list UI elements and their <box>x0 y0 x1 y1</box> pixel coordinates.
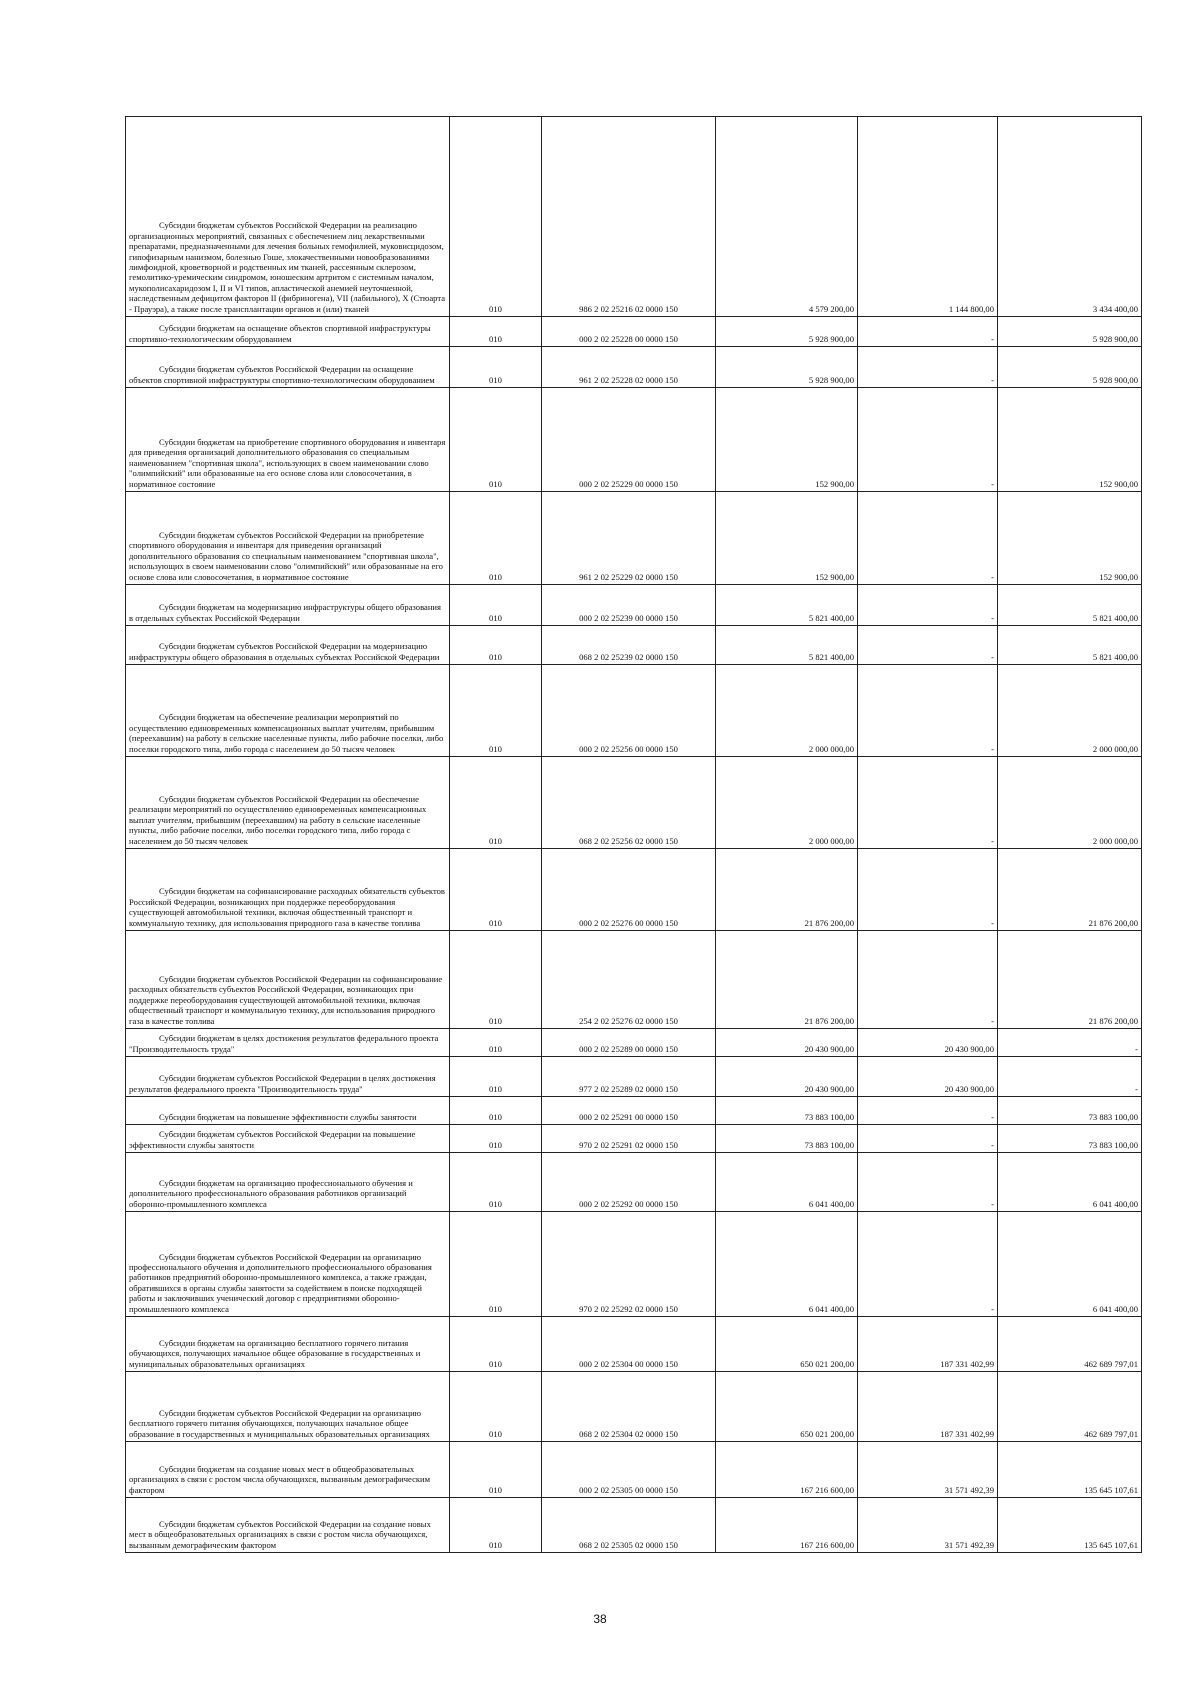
budget-classification-code-cell: 000 2 02 25276 00 0000 150 <box>542 849 716 931</box>
line-code-cell: 010 <box>450 1317 542 1372</box>
table-row <box>126 492 1142 585</box>
line-code-cell: 010 <box>450 931 542 1029</box>
executed-amount-cell: - <box>858 849 998 931</box>
income-name-cell: Субсидии бюджетам субъектов Российской Федерации на повышение эффективности службы занятости <box>126 1125 450 1153</box>
executed-amount-cell: 187 331 402,99 <box>858 1317 998 1372</box>
line-code-cell: 010 <box>450 849 542 931</box>
budget-classification-code-cell: 000 2 02 25291 00 0000 150 <box>542 1097 716 1125</box>
budget-classification-code-cell: 000 2 02 25256 00 0000 150 <box>542 665 716 757</box>
income-name-cell: Субсидии бюджетам на создание новых мест в общеобразовательных организациях в связи с ростом числа обучающихся, вызванным демографическим фактором <box>126 1442 450 1498</box>
approved-amount-cell: 6 041 400,00 <box>716 1212 858 1317</box>
income-name-cell: Субсидии бюджетам на модернизацию инфраструктуры общего образования в отдельных субъектах Российской Федерации <box>126 585 450 626</box>
table-row <box>126 1153 1142 1212</box>
income-name-cell: Субсидии бюджетам на оснащение объектов спортивной инфраструктуры спортивно-технологическим оборудованием <box>126 317 450 347</box>
table-row <box>126 1029 1142 1057</box>
line-code-cell: 010 <box>450 1212 542 1317</box>
approved-amount-cell: 5 821 400,00 <box>716 626 858 665</box>
unexecuted-amount-cell: 5 928 900,00 <box>998 317 1142 347</box>
approved-amount-cell: 20 430 900,00 <box>716 1057 858 1097</box>
budget-classification-code-cell: 000 2 02 25304 00 0000 150 <box>542 1317 716 1372</box>
approved-amount-cell: 650 021 200,00 <box>716 1317 858 1372</box>
table-row <box>126 665 1142 757</box>
table-row <box>126 626 1142 665</box>
approved-amount-cell: 152 900,00 <box>716 492 858 585</box>
line-code-cell: 010 <box>450 585 542 626</box>
line-code-cell: 010 <box>450 1498 542 1553</box>
table-row <box>126 1212 1142 1317</box>
budget-classification-code-cell: 977 2 02 25289 02 0000 150 <box>542 1057 716 1097</box>
income-name-cell: Субсидии бюджетам субъектов Российской Федерации на организацию профессионального обучения и дополнительного профессионального образования работников предприятий оборонно-промышленного комплекса, а также граждан, обратившихся в органы службы занятости за содействием в поиске подходящей работы и заключивших ученический договор с предприятиями оборонно-промышленного комплекса <box>126 1212 450 1317</box>
income-name-cell: Субсидии бюджетам на организацию профессионального обучения и дополнительного профессионального образования работников организаций оборонно-промышленного комплекса <box>126 1153 450 1212</box>
budget-classification-code-cell: 970 2 02 25292 02 0000 150 <box>542 1212 716 1317</box>
budget-classification-code-cell: 961 2 02 25228 02 0000 150 <box>542 347 716 388</box>
table-row <box>126 117 1142 317</box>
budget-classification-code-cell: 254 2 02 25276 02 0000 150 <box>542 931 716 1029</box>
income-name-cell: Субсидии бюджетам на повышение эффективности службы занятости <box>126 1097 450 1125</box>
approved-amount-cell: 650 021 200,00 <box>716 1372 858 1442</box>
budget-classification-code-cell: 986 2 02 25216 02 0000 150 <box>542 117 716 317</box>
executed-amount-cell: - <box>858 585 998 626</box>
table-row <box>126 1442 1142 1498</box>
executed-amount-cell: - <box>858 1153 998 1212</box>
executed-amount-cell: - <box>858 931 998 1029</box>
unexecuted-amount-cell: - <box>998 1057 1142 1097</box>
table-row <box>126 317 1142 347</box>
table-row <box>126 1057 1142 1097</box>
income-name-cell: Субсидии бюджетам в целях достижения результатов федерального проекта "Производительность труда" <box>126 1029 450 1057</box>
approved-amount-cell: 21 876 200,00 <box>716 931 858 1029</box>
income-name-cell: Субсидии бюджетам субъектов Российской Федерации на организацию бесплатного горячего питания обучающихся, получающих начальное общее образование в государственных и муниципальных образовательных организациях <box>126 1372 450 1442</box>
unexecuted-amount-cell: 462 689 797,01 <box>998 1317 1142 1372</box>
approved-amount-cell: 73 883 100,00 <box>716 1125 858 1153</box>
table-row <box>126 1317 1142 1372</box>
budget-classification-code-cell: 961 2 02 25229 02 0000 150 <box>542 492 716 585</box>
table-row <box>126 585 1142 626</box>
income-name-cell: Субсидии бюджетам субъектов Российской Федерации на софинансирование расходных обязательств субъектов Российской Федерации, возникающих при поддержке переоборудования существующей автомобильной техники, включая общественный транспорт и коммунальную технику, для использования природного газа в качестве топлива <box>126 931 450 1029</box>
line-code-cell: 010 <box>450 1153 542 1212</box>
unexecuted-amount-cell: 3 434 400,00 <box>998 117 1142 317</box>
executed-amount-cell: 31 571 492,39 <box>858 1498 998 1553</box>
approved-amount-cell: 2 000 000,00 <box>716 665 858 757</box>
line-code-cell: 010 <box>450 1442 542 1498</box>
income-name-cell: Субсидии бюджетам субъектов Российской Федерации на реализацию организационных мероприятий, связанных с обеспечением лиц лекарственными препаратами, предназначенными для лечения больных гемофилией, муковисцидозом, гипофизарным нанизмом, болезнью Гоше, злокачественными новообразованиями лимфоидной, кроветворной и родственных им тканей, рассеянным склерозом, гемолитико-уремическим синдромом, юношеским артритом с системным началом, мукополисахаридозом I, II и VI типов, апластической анемией неуточненной, наследственным дефицитом факторов II (фибриногена), VII (лабильного), X (Стюарта - Прауэра), а также после трансплантации органов и (или) тканей <box>126 117 450 317</box>
unexecuted-amount-cell: 135 645 107,61 <box>998 1442 1142 1498</box>
approved-amount-cell: 167 216 600,00 <box>716 1498 858 1553</box>
approved-amount-cell: 5 928 900,00 <box>716 317 858 347</box>
unexecuted-amount-cell: 73 883 100,00 <box>998 1125 1142 1153</box>
approved-amount-cell: 21 876 200,00 <box>716 849 858 931</box>
line-code-cell: 010 <box>450 626 542 665</box>
executed-amount-cell: - <box>858 388 998 492</box>
executed-amount-cell: 31 571 492,39 <box>858 1442 998 1498</box>
approved-amount-cell: 167 216 600,00 <box>716 1442 858 1498</box>
approved-amount-cell: 2 000 000,00 <box>716 757 858 849</box>
table-body <box>126 117 1142 1553</box>
executed-amount-cell: - <box>858 347 998 388</box>
line-code-cell: 010 <box>450 317 542 347</box>
income-name-cell: Субсидии бюджетам субъектов Российской Федерации на создание новых мест в общеобразовательных организациях в связи с ростом числа обучающихся, вызванным демографическим фактором <box>126 1498 450 1553</box>
approved-amount-cell: 152 900,00 <box>716 388 858 492</box>
unexecuted-amount-cell: 73 883 100,00 <box>998 1097 1142 1125</box>
budget-revenue-table <box>125 116 1142 1553</box>
income-name-cell: Субсидии бюджетам на приобретение спортивного оборудования и инвентаря для приведения организаций дополнительного образования со специальным наименованием "спортивная школа", использующих в своем наименовании слово "олимпийский" или образованные на его основе слова или словосочетания, в нормативное состояние <box>126 388 450 492</box>
budget-classification-code-cell: 000 2 02 25239 00 0000 150 <box>542 585 716 626</box>
approved-amount-cell: 73 883 100,00 <box>716 1097 858 1125</box>
approved-amount-cell: 4 579 200,00 <box>716 117 858 317</box>
income-name-cell: Субсидии бюджетам субъектов Российской Федерации на приобретение спортивного оборудования и инвентаря для приведения организаций дополнительного образования со специальным наименованием "спортивная школа", использующих в своем наименовании слово "олимпийский" или образованные на его основе слова или словосочетания, в нормативное состояние <box>126 492 450 585</box>
line-code-cell: 010 <box>450 1057 542 1097</box>
line-code-cell: 010 <box>450 665 542 757</box>
unexecuted-amount-cell: 2 000 000,00 <box>998 665 1142 757</box>
executed-amount-cell: - <box>858 626 998 665</box>
budget-classification-code-cell: 000 2 02 25292 00 0000 150 <box>542 1153 716 1212</box>
unexecuted-amount-cell: 135 645 107,61 <box>998 1498 1142 1553</box>
line-code-cell: 010 <box>450 1125 542 1153</box>
unexecuted-amount-cell: 462 689 797,01 <box>998 1372 1142 1442</box>
unexecuted-amount-cell: 21 876 200,00 <box>998 931 1142 1029</box>
table-row <box>126 388 1142 492</box>
executed-amount-cell: - <box>858 1212 998 1317</box>
budget-classification-code-cell: 068 2 02 25256 02 0000 150 <box>542 757 716 849</box>
income-name-cell: Субсидии бюджетам на обеспечение реализации мероприятий по осуществлению единовременных компенсационных выплат учителям, прибывшим (переехавшим) на работу в сельские населенные пункты, либо рабочие поселки, либо поселки городского типа, либо города с населением до 50 тысяч человек <box>126 665 450 757</box>
budget-classification-code-cell: 000 2 02 25305 00 0000 150 <box>542 1442 716 1498</box>
line-code-cell: 010 <box>450 117 542 317</box>
page-number: 38 <box>593 1612 607 1626</box>
table-row <box>126 1372 1142 1442</box>
table-row <box>126 1097 1142 1125</box>
executed-amount-cell: 20 430 900,00 <box>858 1057 998 1097</box>
unexecuted-amount-cell: 152 900,00 <box>998 388 1142 492</box>
income-name-cell: Субсидии бюджетам субъектов Российской Федерации на оснащение объектов спортивной инфраструктуры спортивно-технологическим оборудованием <box>126 347 450 388</box>
unexecuted-amount-cell: 5 821 400,00 <box>998 585 1142 626</box>
line-code-cell: 010 <box>450 347 542 388</box>
budget-classification-code-cell: 068 2 02 25305 02 0000 150 <box>542 1498 716 1553</box>
unexecuted-amount-cell: 5 928 900,00 <box>998 347 1142 388</box>
unexecuted-amount-cell: 152 900,00 <box>998 492 1142 585</box>
executed-amount-cell: 20 430 900,00 <box>858 1029 998 1057</box>
unexecuted-amount-cell: 6 041 400,00 <box>998 1153 1142 1212</box>
table-row <box>126 1498 1142 1553</box>
table-row <box>126 931 1142 1029</box>
table-row <box>126 1125 1142 1153</box>
executed-amount-cell: - <box>858 1125 998 1153</box>
executed-amount-cell: - <box>858 757 998 849</box>
budget-classification-code-cell: 000 2 02 25229 00 0000 150 <box>542 388 716 492</box>
executed-amount-cell: 1 144 800,00 <box>858 117 998 317</box>
income-name-cell: Субсидии бюджетам субъектов Российской Федерации в целях достижения результатов федерального проекта "Производительность труда" <box>126 1057 450 1097</box>
budget-classification-code-cell: 000 2 02 25228 00 0000 150 <box>542 317 716 347</box>
budget-classification-code-cell: 000 2 02 25289 00 0000 150 <box>542 1029 716 1057</box>
budget-classification-code-cell: 068 2 02 25239 02 0000 150 <box>542 626 716 665</box>
executed-amount-cell: - <box>858 492 998 585</box>
income-name-cell: Субсидии бюджетам на организацию бесплатного горячего питания обучающихся, получающих начальное общее образование в государственных и муниципальных образовательных организациях <box>126 1317 450 1372</box>
executed-amount-cell: - <box>858 1097 998 1125</box>
budget-classification-code-cell: 068 2 02 25304 02 0000 150 <box>542 1372 716 1442</box>
table-row <box>126 347 1142 388</box>
unexecuted-amount-cell: 21 876 200,00 <box>998 849 1142 931</box>
approved-amount-cell: 5 928 900,00 <box>716 347 858 388</box>
approved-amount-cell: 5 821 400,00 <box>716 585 858 626</box>
unexecuted-amount-cell: 6 041 400,00 <box>998 1212 1142 1317</box>
executed-amount-cell: - <box>858 665 998 757</box>
table-row <box>126 757 1142 849</box>
executed-amount-cell: 187 331 402,99 <box>858 1372 998 1442</box>
approved-amount-cell: 20 430 900,00 <box>716 1029 858 1057</box>
line-code-cell: 010 <box>450 388 542 492</box>
executed-amount-cell: - <box>858 317 998 347</box>
table-row <box>126 849 1142 931</box>
unexecuted-amount-cell: 2 000 000,00 <box>998 757 1142 849</box>
line-code-cell: 010 <box>450 1097 542 1125</box>
unexecuted-amount-cell: 5 821 400,00 <box>998 626 1142 665</box>
line-code-cell: 010 <box>450 757 542 849</box>
line-code-cell: 010 <box>450 1029 542 1057</box>
line-code-cell: 010 <box>450 492 542 585</box>
income-name-cell: Субсидии бюджетам на софинансирование расходных обязательств субъектов Российской Федерации, возникающих при поддержке переоборудования существующей автомобильной техники, включая общественный транспорт и коммунальную технику, для использования природного газа в качестве топлива <box>126 849 450 931</box>
approved-amount-cell: 6 041 400,00 <box>716 1153 858 1212</box>
budget-classification-code-cell: 970 2 02 25291 02 0000 150 <box>542 1125 716 1153</box>
unexecuted-amount-cell: - <box>998 1029 1142 1057</box>
line-code-cell: 010 <box>450 1372 542 1442</box>
income-name-cell: Субсидии бюджетам субъектов Российской Федерации на обеспечение реализации мероприятий по осуществлению единовременных компенсационных выплат учителям, прибывшим (переехавшим) на работу в сельские населенные пункты, либо рабочие поселки, либо поселки городского типа, либо города с населением до 50 тысяч человек <box>126 757 450 849</box>
income-name-cell: Субсидии бюджетам субъектов Российской Федерации на модернизацию инфраструктуры общего образования в отдельных субъектах Российской Федерации <box>126 626 450 665</box>
